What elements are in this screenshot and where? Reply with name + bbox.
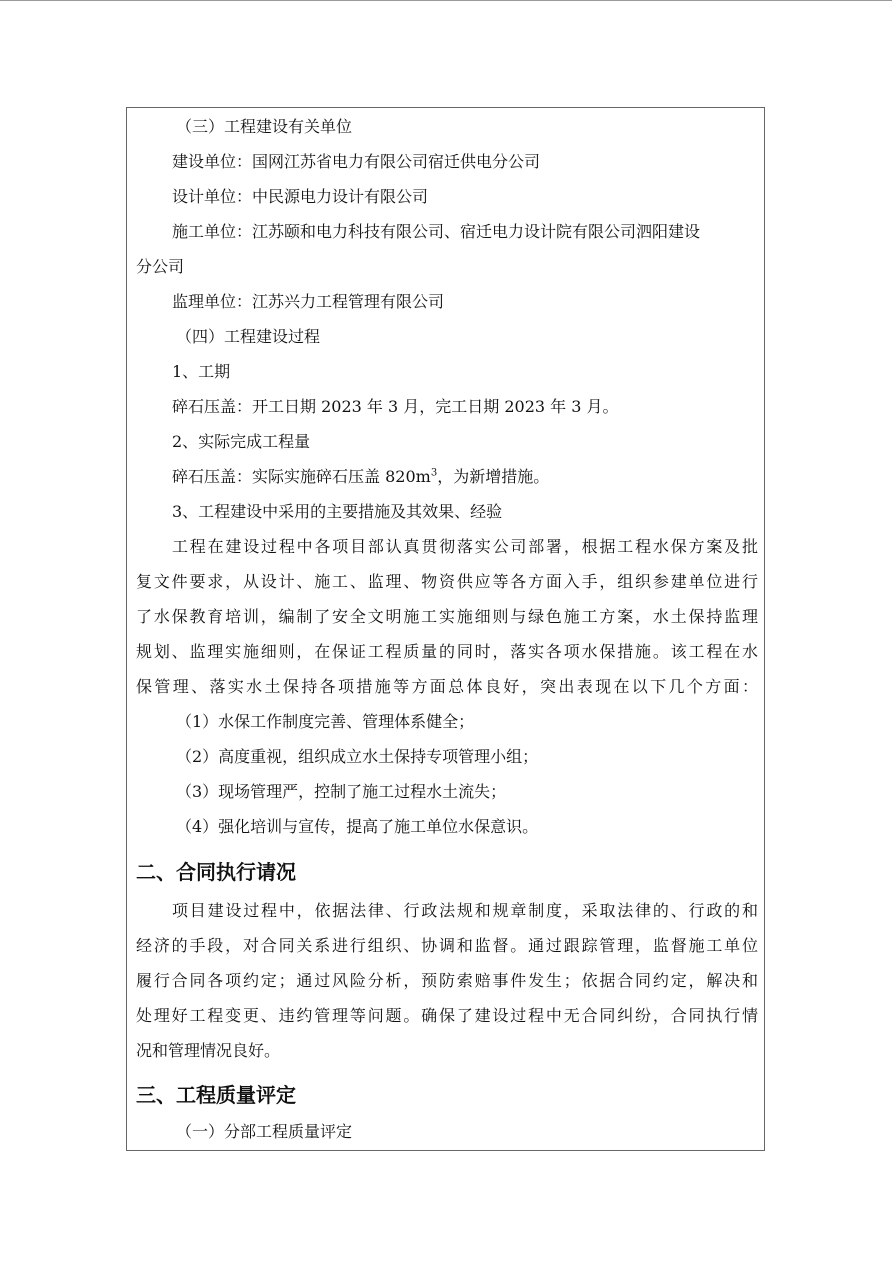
page-top-rule: [0, 0, 892, 1]
item2-unit-superscript: 3: [430, 467, 438, 479]
para1-line-2: 复文件要求，从设计、施工、监理、物资供应等各方面入手，组织参建单位进行: [136, 572, 758, 591]
para2-line-4: 处理好工程变更、违约管理等问题。确保了建设过程中无合同纠纷，合同执行情: [136, 1006, 758, 1025]
item2-text: [172, 467, 549, 487]
para1-line-1: 工程在建设过程中各项目部认真贯彻落实公司部署，根据工程水保方案及批: [172, 537, 758, 556]
item2-title: 2、实际完成工程量: [172, 432, 311, 451]
table-border-frame: [126, 107, 765, 1151]
supervisor-line: 监理单位：江苏兴力工程管理有限公司: [172, 292, 445, 311]
item2-text-tail: ，为新增措施。: [437, 467, 550, 486]
constructor-line-2: 分公司: [136, 257, 185, 276]
point-4: （4）强化培训与宣传，提高了施工单位水保意识。: [176, 817, 539, 836]
para2-line-1: 项目建设过程中，依据法律、行政法规和规章制度，采取法律的、行政的和: [172, 901, 758, 920]
para2-line-2: 经济的手段，对合同关系进行组织、协调和监督。通过跟踪管理，监督施工单位: [136, 936, 758, 955]
section-title-units: （三）工程建设有关单位: [176, 117, 353, 136]
section-title-process: （四）工程建设过程: [176, 327, 321, 346]
subsection-quality-eval: （一）分部工程质量评定: [176, 1122, 353, 1141]
heading-quality: 三、工程质量评定: [136, 1083, 296, 1107]
point-2: （2）高度重视，组织成立水土保持专项管理小组；: [176, 747, 539, 766]
builder-line: 建设单位：国网江苏省电力有限公司宿迁供电分公司: [172, 152, 541, 171]
para1-line-4: 规划、监理实施细则，在保证工程质量的同时，落实各项水保措施。该工程在水: [136, 642, 758, 661]
para2-line-3: 履行合同各项约定；通过风险分析，预防索赔事件发生；依据合同约定，解决和: [136, 971, 758, 990]
constructor-line-1: 施工单位：江苏颐和电力科技有限公司、宿迁电力设计院有限公司泗阳建设: [172, 222, 701, 241]
para1-line-5: 保管理、落实水土保持各项措施等方面总体良好，突出表现在以下几个方面：: [136, 677, 758, 696]
para1-line-3: 了水保教育培训，编制了安全文明施工实施细则与绿色施工方案，水土保持监理: [136, 607, 758, 626]
point-1: （1）水保工作制度完善、管理体系健全；: [176, 712, 475, 731]
designer-line: 设计单位：中民源电力设计有限公司: [172, 187, 429, 206]
item3-title: 3、工程建设中采用的主要措施及其效果、经验: [172, 502, 503, 521]
item2-text-main: 碎石压盖：实际实施碎石压盖 820m: [172, 467, 431, 486]
point-3: （3）现场管理严，控制了施工过程水土流失；: [176, 782, 507, 801]
item1-title: 1、工期: [172, 362, 231, 381]
heading-contract: 二、合同执行请况: [136, 860, 296, 884]
item1-text: 碎石压盖：开工日期 2023 年 3 月，完工日期 2023 年 3 月。: [172, 397, 619, 416]
para2-line-5: 况和管理情况良好。: [136, 1041, 281, 1060]
